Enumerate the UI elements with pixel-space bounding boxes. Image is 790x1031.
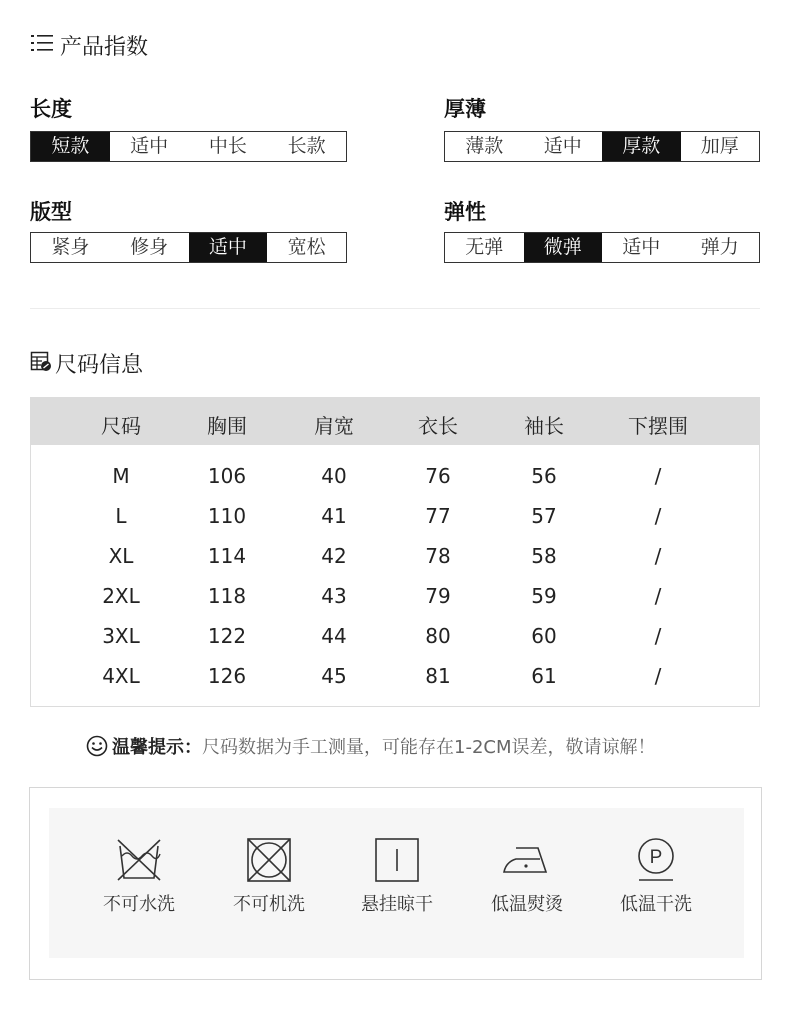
table-cell: 106 <box>207 464 247 488</box>
thickness-option[interactable]: 厚款 <box>602 132 681 161</box>
table-cell: / <box>654 664 662 688</box>
size-table <box>30 397 760 707</box>
length-option[interactable]: 短款 <box>31 132 110 161</box>
table-cell: 3XL <box>102 624 140 648</box>
table-cell: L <box>115 504 127 528</box>
table-cell: / <box>654 544 662 568</box>
thickness-option[interactable]: 适中 <box>543 135 582 157</box>
list-icon <box>30 32 54 60</box>
table-header-cell: 尺码 <box>101 414 141 438</box>
table-cell: 45 <box>321 664 347 688</box>
size-info-title <box>30 348 143 379</box>
attr-label-elasticity: 弹性 <box>444 200 486 224</box>
section-divider <box>30 308 760 309</box>
table-cell: 80 <box>425 624 451 648</box>
table-header-cell: 下摆围 <box>628 414 688 438</box>
hang-dry-icon <box>374 838 420 882</box>
no-machine-wash-icon <box>246 838 292 882</box>
low-iron-icon <box>500 838 554 882</box>
size-tip <box>86 733 656 759</box>
size-info-title-text: 尺码信息 <box>55 353 144 378</box>
table-cell: 59 <box>531 584 557 608</box>
fit-selector <box>30 232 347 263</box>
care-item-hang-dry <box>337 838 457 916</box>
table-cell: 122 <box>207 624 247 648</box>
dry-clean-icon <box>633 838 679 882</box>
table-cell: 126 <box>207 664 247 688</box>
care-item-no-wash <box>79 838 199 916</box>
table-cell: 79 <box>425 584 451 608</box>
elasticity-option[interactable]: 微弹 <box>524 233 603 262</box>
care-label: 悬挂晾干 <box>361 894 433 915</box>
table-cell: 57 <box>531 504 557 528</box>
table-cell: 61 <box>531 664 557 688</box>
no-wash-icon <box>116 838 162 882</box>
elasticity-option[interactable]: 弹力 <box>700 236 739 258</box>
thickness-option[interactable]: 加厚 <box>700 135 739 157</box>
table-header-cell: 胸围 <box>207 414 247 438</box>
table-cell: M <box>112 464 130 488</box>
care-item-low-iron <box>467 838 587 916</box>
table-cell: 60 <box>531 624 557 648</box>
fit-option[interactable]: 适中 <box>189 233 268 262</box>
table-cell: 56 <box>531 464 557 488</box>
table-cell: 78 <box>425 544 451 568</box>
table-cell: 40 <box>321 464 347 488</box>
table-cell: 58 <box>531 544 557 568</box>
care-item-no-machine-wash <box>209 838 329 916</box>
table-cell: 76 <box>425 464 451 488</box>
length-option[interactable]: 中长 <box>208 135 247 157</box>
table-cell: 2XL <box>102 584 140 608</box>
table-header-cell: 肩宽 <box>314 414 354 438</box>
attr-label-thickness: 厚薄 <box>444 97 486 121</box>
length-selector <box>30 131 347 162</box>
elasticity-option[interactable]: 适中 <box>622 236 661 258</box>
product-index-title-text: 产品指数 <box>60 35 149 60</box>
table-cell: 44 <box>321 624 347 648</box>
table-cell: 42 <box>321 544 347 568</box>
smile-icon <box>86 735 108 757</box>
fit-option[interactable]: 宽松 <box>287 236 326 258</box>
product-index-title <box>30 30 148 61</box>
size-chart-icon <box>30 350 52 378</box>
care-label: 低温干洗 <box>620 894 692 915</box>
table-cell: 77 <box>425 504 451 528</box>
care-instructions <box>29 787 762 980</box>
table-cell: XL <box>108 544 134 568</box>
table-cell: / <box>654 464 662 488</box>
care-label: 不可水洗 <box>103 894 175 915</box>
size-table-header <box>31 398 759 445</box>
thickness-selector <box>444 131 760 162</box>
length-option[interactable]: 适中 <box>130 135 169 157</box>
table-cell: 114 <box>207 544 247 568</box>
table-cell: 41 <box>321 504 347 528</box>
table-header-cell: 衣长 <box>418 414 458 438</box>
care-label: 低温熨烫 <box>491 894 563 915</box>
table-cell: 43 <box>321 584 347 608</box>
table-cell: 110 <box>207 504 247 528</box>
fit-option[interactable]: 修身 <box>130 236 169 258</box>
care-label: 不可机洗 <box>233 894 305 915</box>
elasticity-option[interactable]: 无弹 <box>465 236 504 258</box>
svg-text:P: P <box>649 847 663 868</box>
attr-label-fit: 版型 <box>30 200 72 224</box>
tip-label: 温馨提示： <box>112 737 202 758</box>
table-cell: / <box>654 504 662 528</box>
tip-text: 尺码数据为手工测量，可能存在1-2CM误差，敬请谅解！ <box>202 737 656 758</box>
table-header-cell: 袖长 <box>524 414 564 438</box>
table-cell: 4XL <box>102 664 140 688</box>
table-cell: / <box>654 584 662 608</box>
care-item-dry-clean <box>596 838 716 916</box>
table-cell: 81 <box>425 664 451 688</box>
fit-option[interactable]: 紧身 <box>51 236 90 258</box>
length-option[interactable]: 长款 <box>287 135 326 157</box>
care-panel <box>49 808 744 958</box>
table-cell: / <box>654 624 662 648</box>
table-cell: 118 <box>207 584 247 608</box>
thickness-option[interactable]: 薄款 <box>465 135 504 157</box>
elasticity-selector <box>444 232 760 263</box>
attr-label-length: 长度 <box>30 97 72 121</box>
